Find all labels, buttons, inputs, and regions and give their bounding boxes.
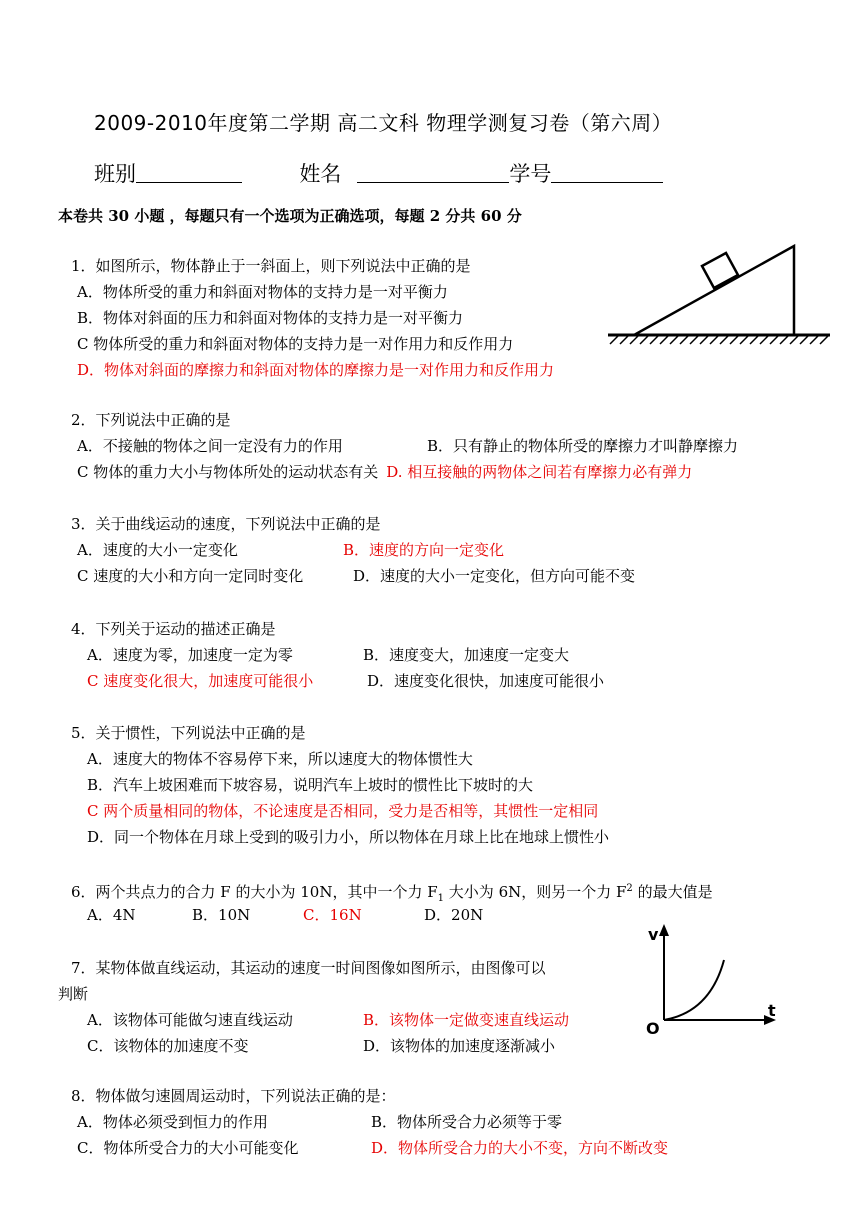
option-c-answer: C 速度变化很大，加速度可能很小 [87, 672, 314, 690]
option-a: A．速度的大小一定变化 [77, 541, 238, 559]
question-2 [71, 407, 738, 485]
question-stem: 8．物体做匀速圆周运动时，下列说法正确的是： [71, 1087, 396, 1105]
id-blank [551, 164, 663, 183]
class-label: 班别 [94, 162, 136, 186]
question-stem: 3．关于曲线运动的速度，下列说法中正确的是 [71, 515, 381, 533]
option-a: A．速度为零，加速度一定为零 [87, 646, 293, 664]
question-stem-line-1: 7．某物体做直线运动，其运动的速度一时间图像如图所示，由图像可以 [71, 959, 546, 977]
student-info-row [94, 158, 663, 188]
name-blank [357, 164, 509, 183]
question-stem [71, 876, 713, 902]
option-d: D．同一个物体在月球上受到的吸引力小，所以物体在月球上比在地球上惯性小 [87, 828, 610, 846]
option-c-answer: C 两个质量相同的物体，不论速度是否相同，受力是否相等，其惯性一定相同 [87, 802, 599, 820]
question-7 [58, 955, 569, 1059]
subscript-1: 1 [437, 893, 445, 904]
origin-label: O [646, 1019, 660, 1038]
question-stem-line-2: 判断 [58, 985, 89, 1003]
option-d: D．该物体的加速度逐渐减小 [363, 1037, 556, 1055]
option-d: D．20N [424, 906, 484, 924]
name-label: 姓名 [299, 162, 342, 186]
question-4 [71, 616, 604, 694]
question-5 [71, 720, 609, 850]
option-c: C．该物体的加速度不变 [87, 1037, 249, 1055]
question-stem: 2．下列说法中正确的是 [71, 411, 231, 429]
option-a: A．速度大的物体不容易停下来，所以速度大的物体惯性大 [87, 750, 473, 768]
question-stem: 5．关于惯性，下列说法中正确的是 [71, 724, 306, 742]
instructions: 本卷共 30 小题 ，每题只有一个选项为正确选项，每题 2 分共 60 分 [58, 207, 522, 225]
option-c: C．物体所受合力的大小可能变化 [77, 1139, 299, 1157]
option-d-answer: D. 相互接触的两物体之间若有摩擦力必有弹力 [386, 463, 693, 481]
option-c-answer: C．16N [303, 906, 362, 924]
velocity-time-graph [640, 920, 790, 1040]
option-d: D．速度的大小一定变化，但方向可能不变 [353, 567, 636, 585]
option-b-answer: B．该物体一定做变速直线运动 [363, 1011, 570, 1029]
question-8 [71, 1083, 668, 1161]
page-title: 2009-2010年度第二学期 高二文科 物理学测复习卷（第六周） [94, 111, 673, 135]
v-axis-label: v [648, 925, 659, 944]
stem-part-2: 大小为 6N，则另一个力 F [444, 883, 627, 901]
id-label: 学号 [509, 162, 552, 186]
option-d: D．速度变化很快，加速度可能很小 [367, 672, 605, 690]
question-stem: 1．如图所示，物体静止于一斜面上，则下列说法中正确的是 [71, 257, 471, 275]
option-b-answer: B．速度的方向一定变化 [343, 541, 505, 559]
option-a: A．物体必须受到恒力的作用 [77, 1113, 268, 1131]
superscript-2: 2 [626, 883, 633, 894]
option-d-answer: D．物体所受合力的大小不变，方向不断改变 [371, 1139, 669, 1157]
ground-hatching [610, 336, 828, 344]
block-on-incline [702, 253, 738, 288]
option-b: B．10N [192, 906, 251, 924]
option-a: A．物体所受的重力和斜面对物体的支持力是一对平衡力 [77, 283, 448, 301]
option-b: B．速度变大，加速度一定变大 [363, 646, 570, 664]
option-b: B．物体对斜面的压力和斜面对物体的支持力是一对平衡力 [77, 309, 464, 327]
question-stem: 4．下列关于运动的描述正确是 [71, 620, 276, 638]
option-d-answer: D．物体对斜面的摩擦力和斜面对物体的摩擦力是一对作用力和反作用力 [77, 361, 555, 379]
velocity-curve [664, 960, 724, 1020]
question-6 [71, 876, 713, 928]
t-axis-label: t [768, 1001, 776, 1020]
stem-part-1: 6．两个共点力的合力 F 的大小为 10N，其中一个力 F [71, 883, 438, 901]
option-a: A．该物体可能做匀速直线运动 [87, 1011, 293, 1029]
incline-diagram [604, 240, 834, 350]
option-c: C 物体的重力大小与物体所处的运动状态有关 [77, 463, 379, 481]
option-c: C 速度的大小和方向一定同时变化 [77, 567, 304, 585]
question-1 [71, 253, 554, 383]
class-blank [136, 164, 242, 183]
option-b: B．只有静止的物体所受的摩擦力才叫静摩擦力 [427, 437, 739, 455]
question-3 [71, 511, 635, 589]
option-a: A．4N [87, 906, 136, 924]
option-a: A．不接触的物体之间一定没有力的作用 [77, 437, 343, 455]
option-c: C 物体所受的重力和斜面对物体的支持力是一对作用力和反作用力 [77, 335, 514, 353]
option-b: B．汽车上坡困难而下坡容易，说明汽车上坡时的惯性比下坡时的大 [87, 776, 534, 794]
option-b: B．物体所受合力必须等于零 [371, 1113, 563, 1131]
stem-part-3: 的最大值是 [632, 883, 713, 901]
v-axis-arrow [659, 924, 669, 936]
